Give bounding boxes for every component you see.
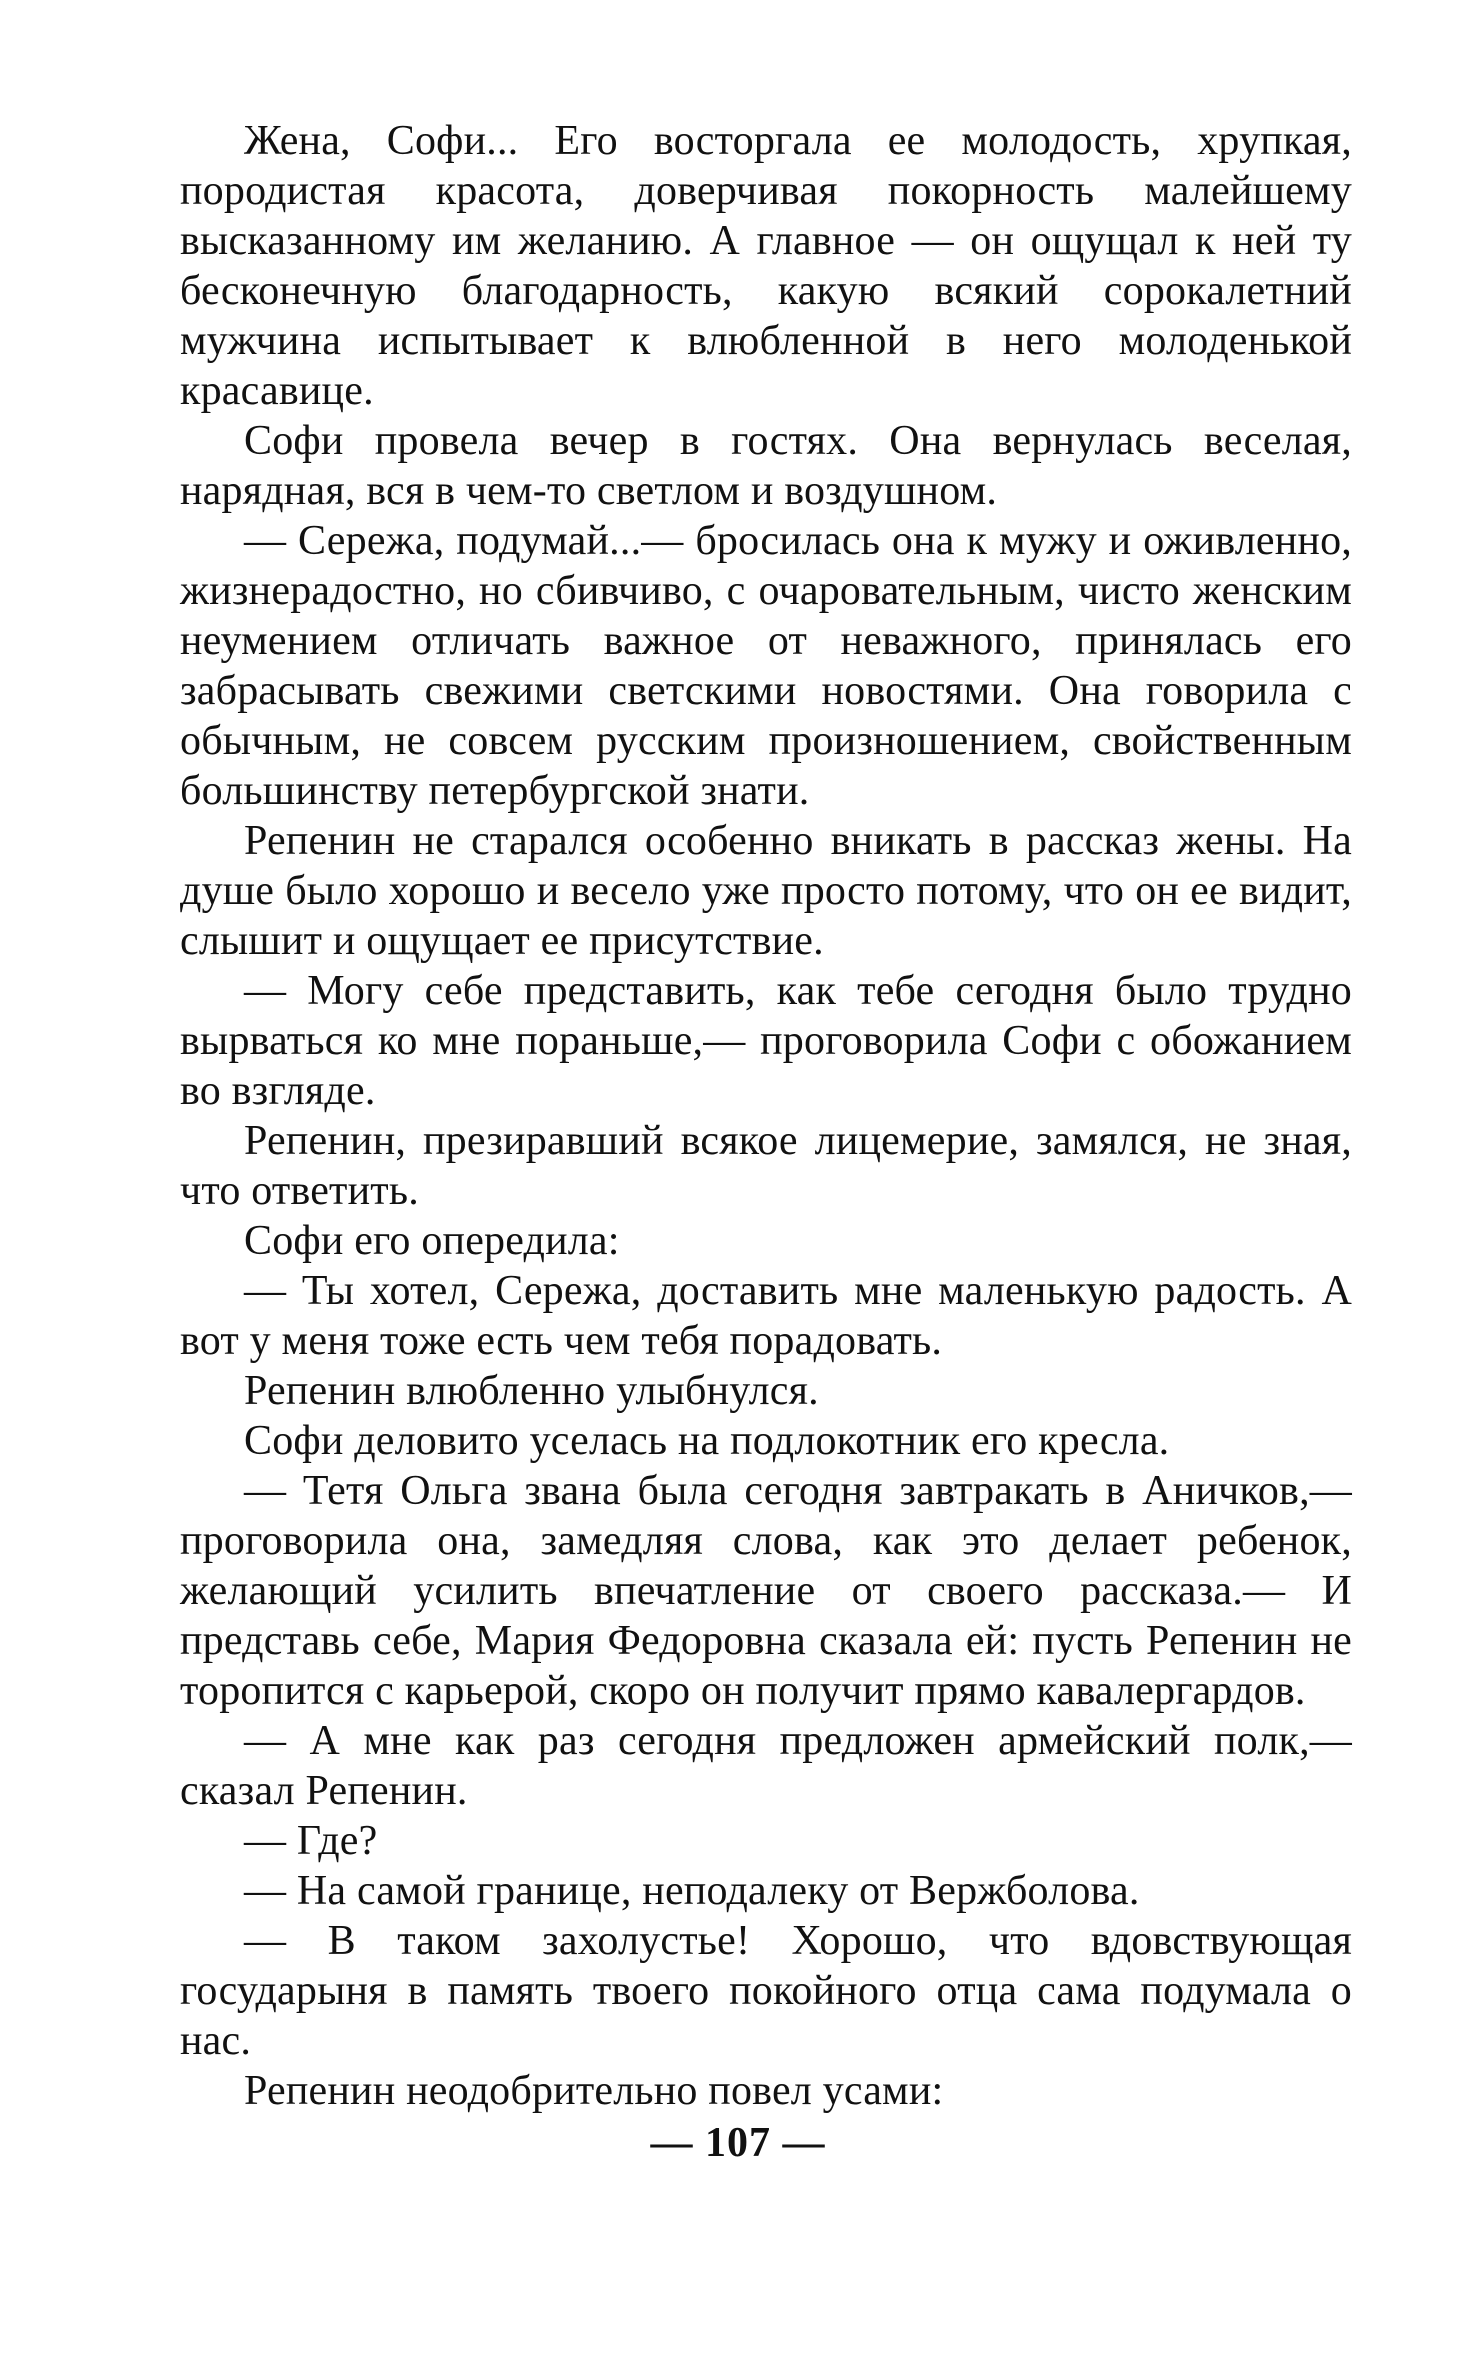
paragraph-9: Репенин влюбленно улыбнулся. xyxy=(244,1368,819,1414)
paragraph-14: — На самой границе, неподалеку от Вержболова. xyxy=(244,1868,1140,1914)
page-number: — 107 — xyxy=(650,2120,826,2166)
paragraph-16: Репенин неодобрительно повел усами: xyxy=(244,2068,944,2114)
paragraph-12: — А мне как раз сегодня предложен армейский полк,— сказал Репенин. xyxy=(180,1718,1352,1814)
paragraph-11: — Тетя Ольга звана была сегодня завтракать в Аничков,— проговорила она, замедляя слова, как это делает ребенок, желающий усилить впечатление от своего рассказа.— И представь себе, Мария Федоровна сказала ей: пусть Репенин не торопится с карьерой, скоро он получит прямо кавалергардов. xyxy=(180,1468,1352,1714)
paragraph-2: Софи провела вечер в гостях. Она вернулась веселая, нарядная, вся в чем-то светлом и воздушном. xyxy=(180,418,1352,514)
paragraph-5: — Могу себе представить, как тебе сегодня было трудно вырваться ко мне пораньше,— проговорила Софи с обожанием во взгляде. xyxy=(180,968,1352,1114)
paragraph-13: — Где? xyxy=(244,1818,378,1864)
paragraph-6: Репенин, презиравший всякое лицемерие, замялся, не зная, что ответить. xyxy=(180,1118,1352,1214)
paragraph-8: — Ты хотел, Сережа, доставить мне маленькую радость. А вот у меня тоже есть чем тебя порадовать. xyxy=(180,1268,1352,1364)
paragraph-7: Софи его опередила: xyxy=(244,1218,620,1264)
body-text xyxy=(180,116,1352,2116)
paragraph-1: Жена, Софи... Его восторгала ее молодость, хрупкая, породистая красота, доверчивая покорность малейшему высказанному им желанию. А главное — он ощущал к ней ту бесконечную благодарность, какую всякий сорокалетний мужчина испытывает к влюбленной в него молоденькой красавице. xyxy=(180,118,1352,414)
paragraph-15: — В таком захолустье! Хорошо, что вдовствующая государыня в память твоего покойного отца сама подумала о нас. xyxy=(180,1918,1352,2064)
paragraph-10: Софи деловито уселась на подлокотник его кресла. xyxy=(244,1418,1170,1464)
paragraph-3: — Сережа, подумай...— бросилась она к мужу и оживленно, жизнерадостно, но сбивчиво, с очаровательным, чисто женским неумением отличать важное от неважного, принялась его забрасывать свежими светскими новостями. Она говорила с обычным, не совсем русским произношением, свойственным большинству петербургской знати. xyxy=(180,518,1352,814)
paragraph-4: Репенин не старался особенно вникать в рассказ жены. На душе было хорошо и весело уже просто потому, что он ее видит, слышит и ощущает ее присутствие. xyxy=(180,818,1352,964)
